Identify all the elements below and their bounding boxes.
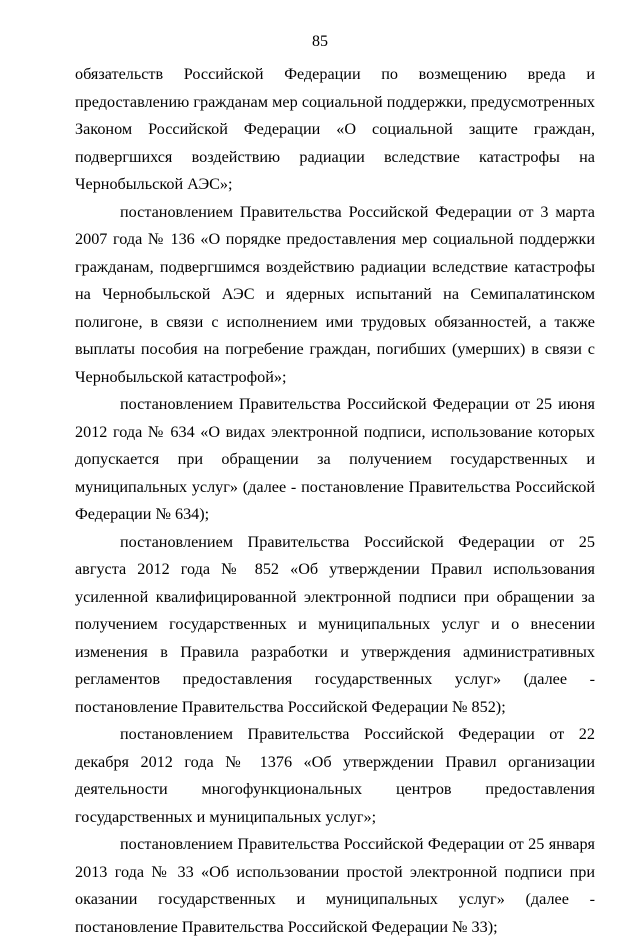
page-number: 85 [312, 33, 328, 50]
document-body [75, 61, 595, 941]
paragraph: постановлением Правительства Российской Федерации от 22 декабря 2012 года № 1376 «Об утверждении Правил организации деятельности многофункциональных центров предоставления государственных и муниципальных услуг»; [75, 725, 595, 826]
paragraph: постановлением Правительства Российской Федерации от 25 января 2013 года № 33 «Об использовании простой электронной подписи при оказании государственных и муниципальных услуг» (далее - постановление Правительства Российской Федерации № 33); [75, 835, 595, 936]
paragraph: постановлением Правительства Российской Федерации от 25 августа 2012 года № 852 «Об утверждении Правил использования усиленной квалифицированной электронной подписи при обращении за получением государственных и муниципальных услуг и о внесении изменения в Правила разработки и утверждения административных регламентов предоставления государственных услуг» (далее - постановление Правительства Российской Федерации № 852); [75, 532, 595, 716]
paragraph: обязательств Российской Федерации по возмещению вреда и предоставлению гражданам мер социальной поддержки, предусмотренных Законом Российской Федерации «О социальной защите граждан, подвергшихся воздействию радиации вследствие катастрофы на Чернобыльской АЭС»; [75, 65, 595, 193]
paragraph: постановлением Правительства Российской Федерации от 3 марта 2007 года № 136 «О порядке предоставления мер социальной поддержки гражданам, подвергшимся воздействию радиации вследствие катастрофы на Чернобыльской АЭС и ядерных испытаний на Семипалатинском полигоне, в связи с исполнением ими трудовых обязанностей, а также выплаты пособия на погребение граждан, погибших (умерших) в связи с Чернобыльской катастрофой»; [75, 202, 595, 386]
paragraph: постановлением Правительства Российской Федерации от 25 июня 2012 года № 634 «О видах электронной подписи, использование которых допускается при обращении за получением государственных и муниципальных услуг» (далее - постановление Правительства Российской Федерации № 634); [75, 395, 595, 523]
